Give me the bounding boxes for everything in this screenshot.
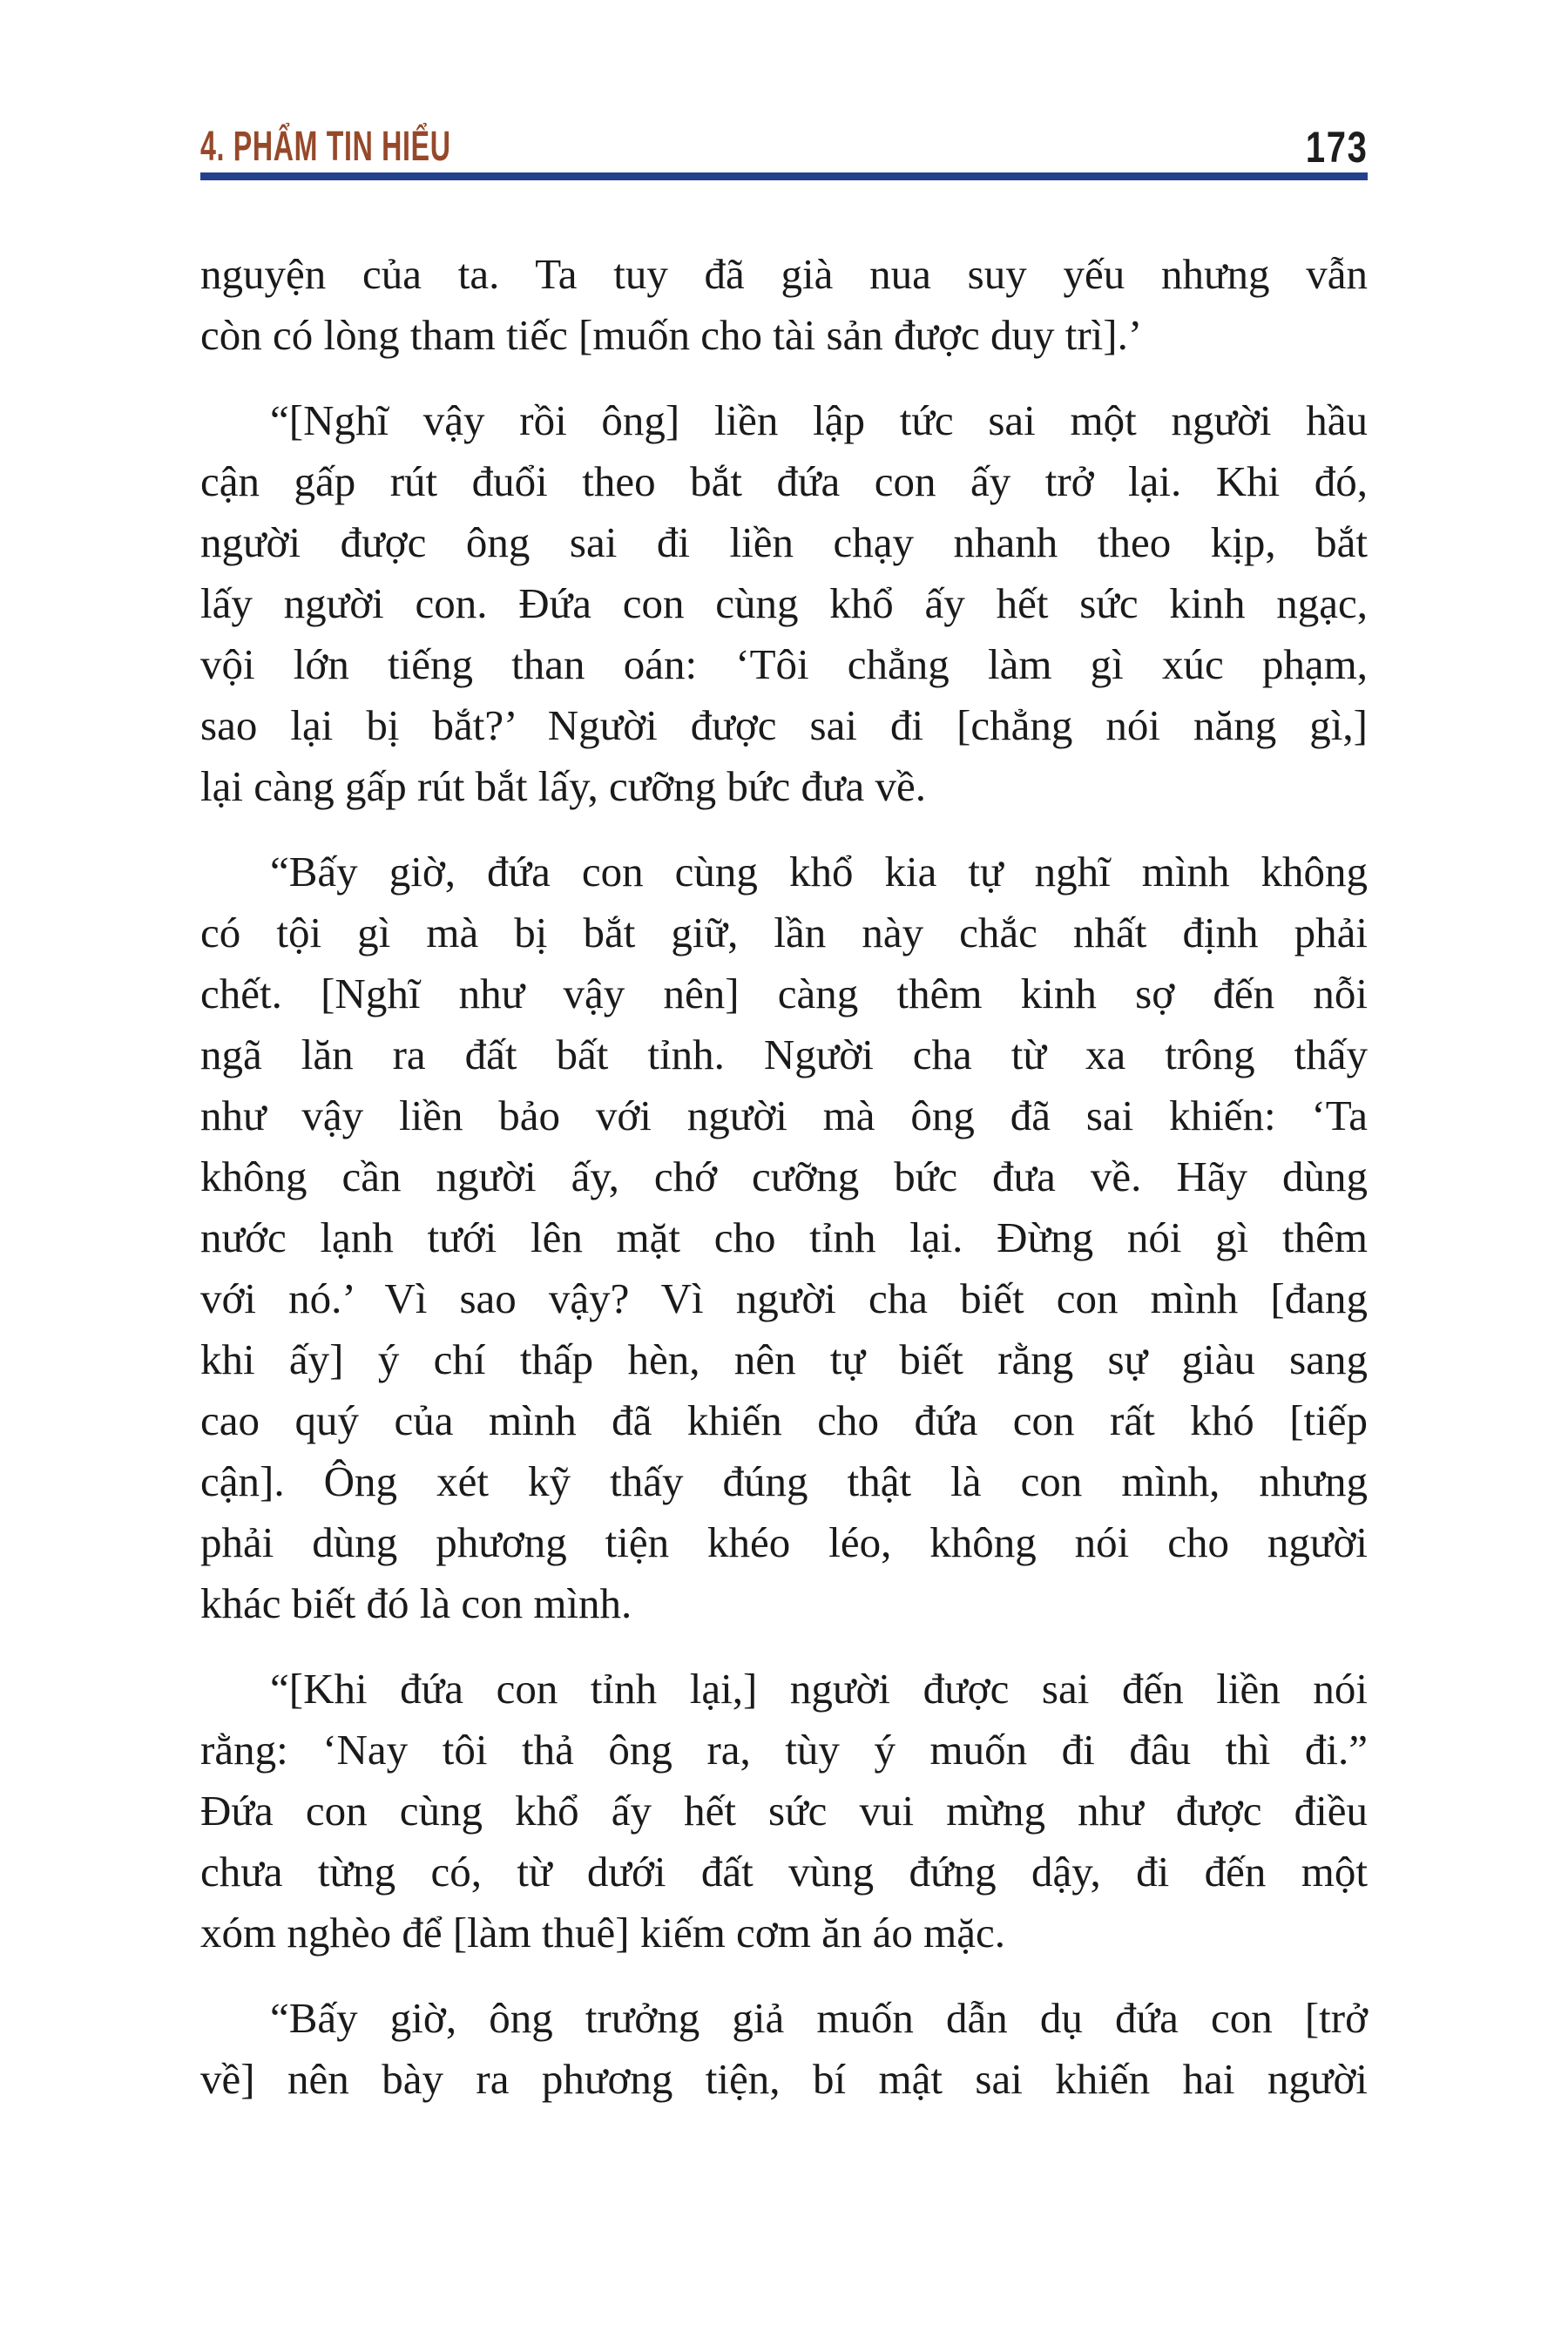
text-line: cận gấp rút đuổi theo bắt đứa con ấy trở lại. Khi đó, bbox=[200, 457, 1368, 505]
text-line: về] nên bày ra phương tiện, bí mật sai khiến hai người bbox=[200, 2055, 1368, 2103]
chapter-title: 4. PHẨM TIN HIỂU bbox=[200, 124, 451, 170]
paragraph bbox=[200, 244, 1368, 366]
text-line: như vậy liền bảo với người mà ông đã sai khiến: ‘Ta bbox=[200, 1092, 1368, 1139]
text-line: khác biết đó là con mình. bbox=[200, 1579, 632, 1627]
text-line: còn có lòng tham tiếc [muốn cho tài sản được duy trì].’ bbox=[200, 311, 1143, 359]
text-line: xóm nghèo để [làm thuê] kiếm cơm ăn áo mặc. bbox=[200, 1909, 1005, 1957]
body-text bbox=[200, 244, 1368, 2110]
text-line: rằng: ‘Nay tôi thả ông ra, tùy ý muốn đi đâu thì đi.” bbox=[200, 1726, 1368, 1774]
page-header bbox=[200, 123, 1368, 172]
text-line: “[Nghĩ vậy rồi ông] liền lập tức sai một người hầu bbox=[270, 396, 1368, 444]
paragraph bbox=[200, 390, 1368, 817]
text-line: “Bấy giờ, ông trưởng giả muốn dẫn dụ đứa con [trở bbox=[270, 1994, 1368, 2042]
text-line: “Bấy giờ, đứa con cùng khổ kia tự nghĩ mình không bbox=[270, 848, 1368, 896]
text-line: ngã lăn ra đất bất tỉnh. Người cha từ xa trông thấy bbox=[200, 1031, 1368, 1078]
text-line: lấy người con. Đứa con cùng khổ ấy hết sức kinh ngạc, bbox=[200, 579, 1368, 627]
text-line: có tội gì mà bị bắt giữ, lần này chắc nhất định phải bbox=[200, 909, 1368, 956]
paragraph bbox=[200, 1988, 1368, 2110]
paragraph bbox=[200, 1659, 1368, 1963]
text-line: nguyện của ta. Ta tuy đã già nua suy yếu nhưng vẫn bbox=[200, 250, 1368, 298]
text-line: người được ông sai đi liền chạy nhanh theo kịp, bắt bbox=[200, 518, 1368, 566]
text-line: cao quý của mình đã khiến cho đứa con rất khó [tiếp bbox=[200, 1396, 1368, 1444]
header-rule bbox=[200, 172, 1368, 180]
text-line: vội lớn tiếng than oán: ‘Tôi chẳng làm gì xúc phạm, bbox=[200, 640, 1368, 688]
text-line: cận]. Ông xét kỹ thấy đúng thật là con mình, nhưng bbox=[200, 1457, 1368, 1505]
text-line: khi ấy] ý chí thấp hèn, nên tự biết rằng sự giàu sang bbox=[200, 1335, 1368, 1383]
text-line: không cần người ấy, chớ cưỡng bức đưa về. Hãy dùng bbox=[200, 1152, 1368, 1200]
text-line: với nó.’ Vì sao vậy? Vì người cha biết con mình [đang bbox=[200, 1274, 1368, 1322]
paragraph bbox=[200, 841, 1368, 1634]
text-line: phải dùng phương tiện khéo léo, không nói cho người bbox=[200, 1518, 1368, 1566]
text-line: Đứa con cùng khổ ấy hết sức vui mừng như được điều bbox=[200, 1787, 1368, 1835]
text-line: “[Khi đứa con tỉnh lại,] người được sai đến liền nói bbox=[270, 1665, 1368, 1713]
text-line: chết. [Nghĩ như vậy nên] càng thêm kinh sợ đến nỗi bbox=[200, 970, 1368, 1017]
page-number: 173 bbox=[1305, 123, 1368, 172]
text-line: nước lạnh tưới lên mặt cho tỉnh lại. Đừng nói gì thêm bbox=[200, 1213, 1368, 1261]
text-line: chưa từng có, từ dưới đất vùng đứng dậy, đi đến một bbox=[200, 1848, 1368, 1896]
text-line: sao lại bị bắt?’ Người được sai đi [chẳng nói năng gì,] bbox=[200, 701, 1368, 749]
text-line: lại càng gấp rút bắt lấy, cưỡng bức đưa về. bbox=[200, 762, 927, 810]
